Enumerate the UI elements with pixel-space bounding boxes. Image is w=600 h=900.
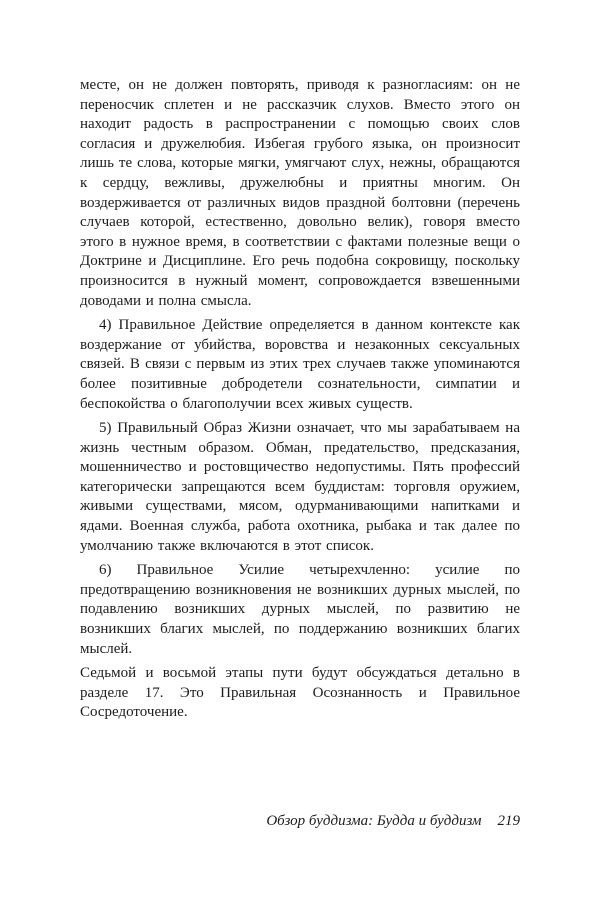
- footer-title: Обзор буддизма: Будда и буддизм: [266, 813, 482, 829]
- page-number: 219: [497, 813, 520, 829]
- paragraph: 4) Правильное Действие определяется в данном контексте как воздержание от убийства, воровства и незаконных сексуальных связей. В связи с первым из этих трех случаев также упоминаются более позитивные добродетели сознательности, симпатии и беспокойства о благополучии всех живых существ.: [80, 317, 520, 412]
- page-text: [80, 76, 520, 723]
- running-footer: [266, 813, 520, 830]
- paragraph: Седьмой и восьмой этапы пути будут обсуждаться детально в разделе 17. Это Правильная Осознанность и Правильное Сосредоточение.: [80, 665, 520, 721]
- paragraph: 6) Правильное Усилие четырехчленно: усилие по предотвращению возникновения не возникших дурных мыслей, по подавлению возникших дурных мыслей, по развитию не возникших благих мыслей, по поддержанию возникших благих мыслей.: [80, 562, 520, 657]
- paragraph: 5) Правильный Образ Жизни означает, что мы зарабатываем на жизнь честным образом. Обман, предательство, предсказания, мошенничество и ростовщичество недопустимы. Пять профессий категорически запрещаются всем буддистам: торговля оружием, живыми существами, мясом, одурманивающими напитками и ядами. Военная служба, работа охотника, рыбака и так далее по умолчанию также включаются в этот список.: [80, 420, 520, 554]
- paragraph: месте, он не должен повторять, приводя к разногласиям: он не переносчик сплетен и не рассказчик слухов. Вместо этого он находит радость в распространении с помощью своих слов согласия и дружелюбия. Избегая грубого языка, он произносит лишь те слова, которые мягки, умягчают слух, нежны, обращаются к сердцу, вежливы, дружелюбны и приятны многим. Он воздерживается от различных видов праздной болтовни (перечень случаев которой, естественно, довольно велик), говоря вместо этого в нужное время, в соответствии с фактами полезные вещи о Доктрине и Дисциплине. Его речь подобна сокровищу, поскольку произносится в нужный момент, сопровождается взвешенными доводами и полна смысла.: [80, 77, 520, 309]
